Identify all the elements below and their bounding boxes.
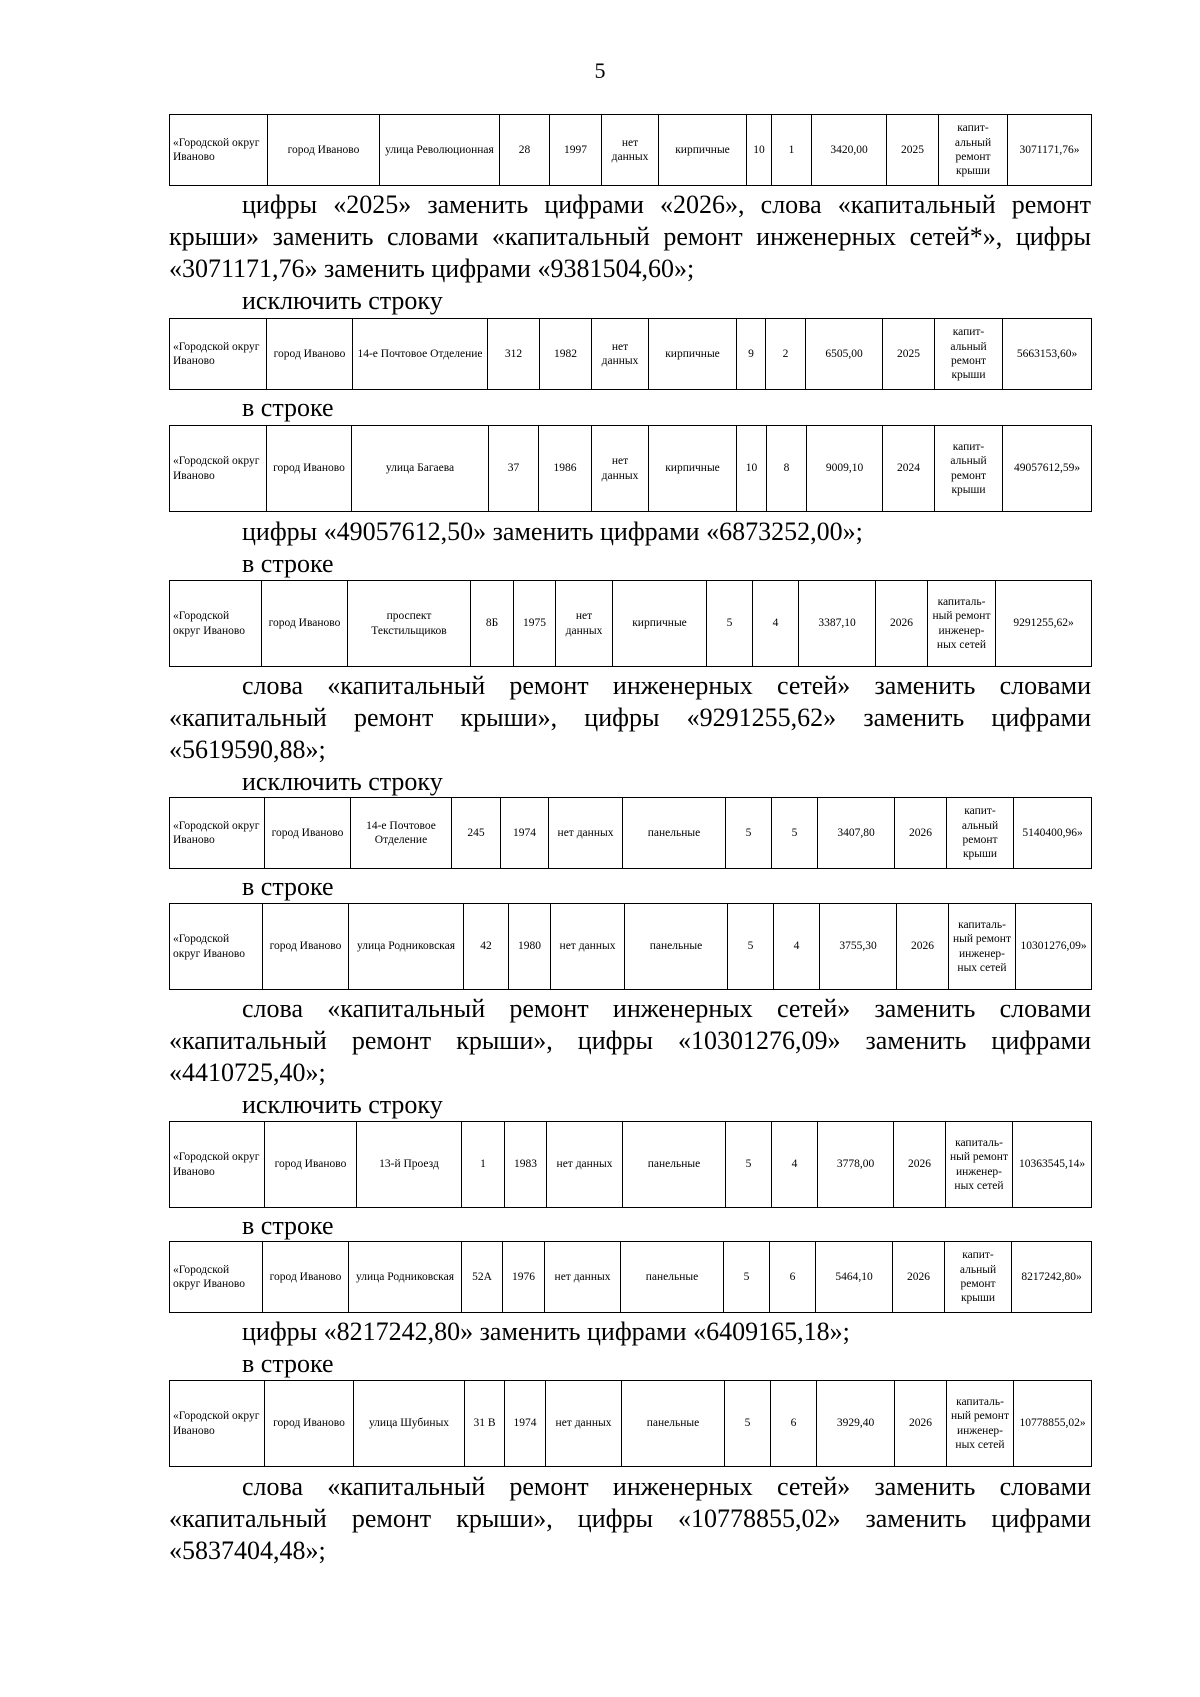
floors-cell: 9 [737,319,766,390]
work-type-cell: капит-альный ремонт крыши [945,1242,1012,1313]
cost-cell: 5140400,96» [1014,798,1092,869]
record-table-9 [169,1380,1092,1467]
house-number-cell: 31 В [465,1381,505,1467]
house-number-cell: 312 [488,319,540,390]
in-row-label-4: в строке [242,1211,334,1240]
table-row [170,581,1092,667]
area-cell: 3387,10 [799,581,876,667]
planned-year-cell: 2026 [893,1242,945,1313]
municipality-cell: «Городской округ Иваново [170,581,262,667]
cost-cell: 3071171,76» [1008,115,1092,186]
area-cell: 3929,40 [817,1381,895,1467]
paragraph-6: слова «капитальный ремонт инженерных сетей» заменить словами «капитальный ремонт крыши», цифры «10778855,02» заменить цифрами «5837404,48»; [169,1472,1091,1565]
street-cell: улица Родниковская [349,904,464,990]
area-cell: 3420,00 [812,115,887,186]
municipality-cell: «Городской округ Иваново [170,1122,265,1208]
exclude-row-label-1: исключить строку [242,286,443,315]
entrances-cell: 8 [767,426,807,512]
in-row-label-3: в строке [242,872,334,901]
municipality-cell: «Городской округ Иваново [170,904,263,990]
cost-cell: 10778855,02» [1014,1381,1092,1467]
settlement-cell: город Иваново [265,798,351,869]
wall-material-cell: кирпичные [649,426,737,512]
floors-cell: 5 [724,1242,770,1313]
house-number-cell: 52А [462,1242,503,1313]
cost-cell: 10363545,14» [1013,1122,1092,1208]
street-cell: 13-й Проезд [357,1122,462,1208]
year-built-cell: 1986 [539,426,592,512]
renovation-year-cell: нет данных [549,798,623,869]
work-type-cell: капит-альный ремонт крыши [947,798,1014,869]
cost-cell: 8217242,80» [1012,1242,1092,1313]
settlement-cell: город Иваново [267,426,352,512]
floors-cell: 10 [737,426,767,512]
floors-cell: 5 [707,581,753,667]
record-table-2 [169,318,1092,390]
entrances-cell: 4 [774,904,820,990]
street-cell: 14-е Почтовое Отделение [353,319,488,390]
settlement-cell: город Иваново [268,115,380,186]
street-cell: 14-е Почтовое Отделение [351,798,452,869]
street-cell: улица Шубиных [354,1381,465,1467]
area-cell: 5464,10 [816,1242,893,1313]
municipality-cell: «Городской округ Иваново [170,426,267,512]
municipality-cell: «Городской округ Иваново [170,1242,263,1313]
work-type-cell: капиталь-ный ремонт инженер-ных сетей [946,1122,1013,1208]
entrances-cell: 4 [753,581,799,667]
paragraph-1: цифры «2025» заменить цифрами «2026», слова «капитальный ремонт крыши» заменить словами «капитальный ремонт инженерных сетей*», цифры «3071171,76» заменить цифрами «9381504,60»; [169,190,1091,283]
table-row [170,1122,1092,1208]
house-number-cell: 37 [489,426,539,512]
municipality-cell: «Городской округ Иваново [170,319,267,390]
planned-year-cell: 2026 [895,1381,947,1467]
entrances-cell: 5 [772,798,818,869]
record-table-6 [169,903,1092,990]
record-table-5 [169,797,1092,869]
planned-year-cell: 2026 [895,798,947,869]
paragraph-4: слова «капитальный ремонт инженерных сетей» заменить словами «капитальный ремонт крыши», цифры «10301276,09» заменить цифрами «4410725,40»; [169,994,1091,1087]
planned-year-cell: 2025 [887,115,939,186]
floors-cell: 10 [747,115,772,186]
wall-material-cell: кирпичные [649,319,737,390]
area-cell: 3778,00 [818,1122,894,1208]
entrances-cell: 2 [766,319,806,390]
page-number: 5 [594,58,606,83]
settlement-cell: город Иваново [265,1381,354,1467]
year-built-cell: 1983 [505,1122,547,1208]
house-number-cell: 42 [464,904,509,990]
settlement-cell: город Иваново [263,904,349,990]
work-type-cell: капит-альный ремонт крыши [935,319,1003,390]
wall-material-cell: панельные [623,798,726,869]
table-row [170,1381,1092,1467]
area-cell: 3755,30 [820,904,897,990]
settlement-cell: город Иваново [262,581,348,667]
area-cell: 3407,80 [818,798,895,869]
cost-cell: 9291255,62» [996,581,1092,667]
renovation-year-cell: нет данных [547,1122,623,1208]
year-built-cell: 1976 [503,1242,545,1313]
work-type-cell: капиталь-ный ремонт инженер-ных сетей [947,1381,1014,1467]
table-row [170,115,1092,186]
work-type-cell: капит-альный ремонт крыши [935,426,1003,512]
planned-year-cell: 2024 [883,426,935,512]
entrances-cell: 4 [772,1122,818,1208]
area-cell: 6505,00 [806,319,883,390]
floors-cell: 5 [728,904,774,990]
house-number-cell: 245 [452,798,501,869]
in-row-label-5: в строке [242,1349,334,1378]
settlement-cell: город Иваново [263,1242,349,1313]
street-cell: проспект Текстильщиков [348,581,471,667]
house-number-cell: 8Б [471,581,514,667]
work-type-cell: капиталь-ный ремонт инженер-ных сетей [928,581,996,667]
floors-cell: 5 [726,1122,772,1208]
municipality-cell: «Городской округ Иваново [170,1381,265,1467]
wall-material-cell: кирпичные [613,581,707,667]
house-number-cell: 1 [462,1122,505,1208]
wall-material-cell: панельные [625,904,728,990]
year-built-cell: 1980 [509,904,551,990]
renovation-year-cell: нет данных [551,904,625,990]
renovation-year-cell: нет данных [592,319,649,390]
renovation-year-cell: нет данных [602,115,659,186]
exclude-row-label-2: исключить строку [242,767,443,796]
in-row-label-1: в строке [242,393,334,422]
table-row [170,904,1092,990]
record-table-4 [169,580,1092,667]
municipality-cell: «Городской округ Иваново [170,798,265,869]
cost-cell: 5663153,60» [1003,319,1092,390]
in-row-label-2: в строке [242,549,334,578]
work-type-cell: капиталь-ный ремонт инженер-ных сетей [949,904,1016,990]
renovation-year-cell: нет данных [556,581,613,667]
table-row [170,426,1092,512]
planned-year-cell: 2026 [894,1122,946,1208]
street-cell: улица Революционная [380,115,500,186]
street-cell: улица Багаева [352,426,489,512]
settlement-cell: город Иваново [265,1122,357,1208]
record-table-3 [169,425,1092,512]
renovation-year-cell: нет данных [592,426,649,512]
entrances-cell: 6 [771,1381,817,1467]
entrances-cell: 6 [770,1242,816,1313]
planned-year-cell: 2026 [876,581,928,667]
paragraph-3: слова «капитальный ремонт инженерных сетей» заменить словами «капитальный ремонт крыши», цифры «9291255,62» заменить цифрами «5619590,88»; [169,671,1091,764]
renovation-year-cell: нет данных [545,1242,621,1313]
table-row [170,319,1092,390]
year-built-cell: 1975 [514,581,556,667]
planned-year-cell: 2025 [883,319,935,390]
exclude-row-label-3: исключить строку [242,1090,443,1119]
planned-year-cell: 2026 [897,904,949,990]
renovation-year-cell: нет данных [546,1381,622,1467]
entrances-cell: 1 [772,115,812,186]
record-table-8 [169,1241,1092,1313]
work-type-cell: капит-альный ремонт крыши [939,115,1008,186]
floors-cell: 5 [726,798,772,869]
house-number-cell: 28 [500,115,550,186]
paragraph-2: цифры «49057612,50» заменить цифрами «6873252,00»; [242,517,863,546]
wall-material-cell: панельные [622,1381,725,1467]
wall-material-cell: панельные [623,1122,726,1208]
cost-cell: 49057612,59» [1003,426,1092,512]
record-table-1 [169,114,1092,186]
street-cell: улица Родниковская [349,1242,462,1313]
area-cell: 9009,10 [807,426,883,512]
table-row [170,1242,1092,1313]
wall-material-cell: кирпичные [659,115,747,186]
paragraph-5: цифры «8217242,80» заменить цифрами «6409165,18»; [242,1317,850,1346]
wall-material-cell: панельные [621,1242,724,1313]
record-table-7 [169,1121,1092,1208]
floors-cell: 5 [725,1381,771,1467]
year-built-cell: 1982 [540,319,592,390]
cost-cell: 10301276,09» [1016,904,1092,990]
year-built-cell: 1997 [550,115,602,186]
year-built-cell: 1974 [501,798,549,869]
municipality-cell: «Городской округ Иваново [170,115,268,186]
year-built-cell: 1974 [505,1381,546,1467]
settlement-cell: город Иваново [267,319,353,390]
table-row [170,798,1092,869]
